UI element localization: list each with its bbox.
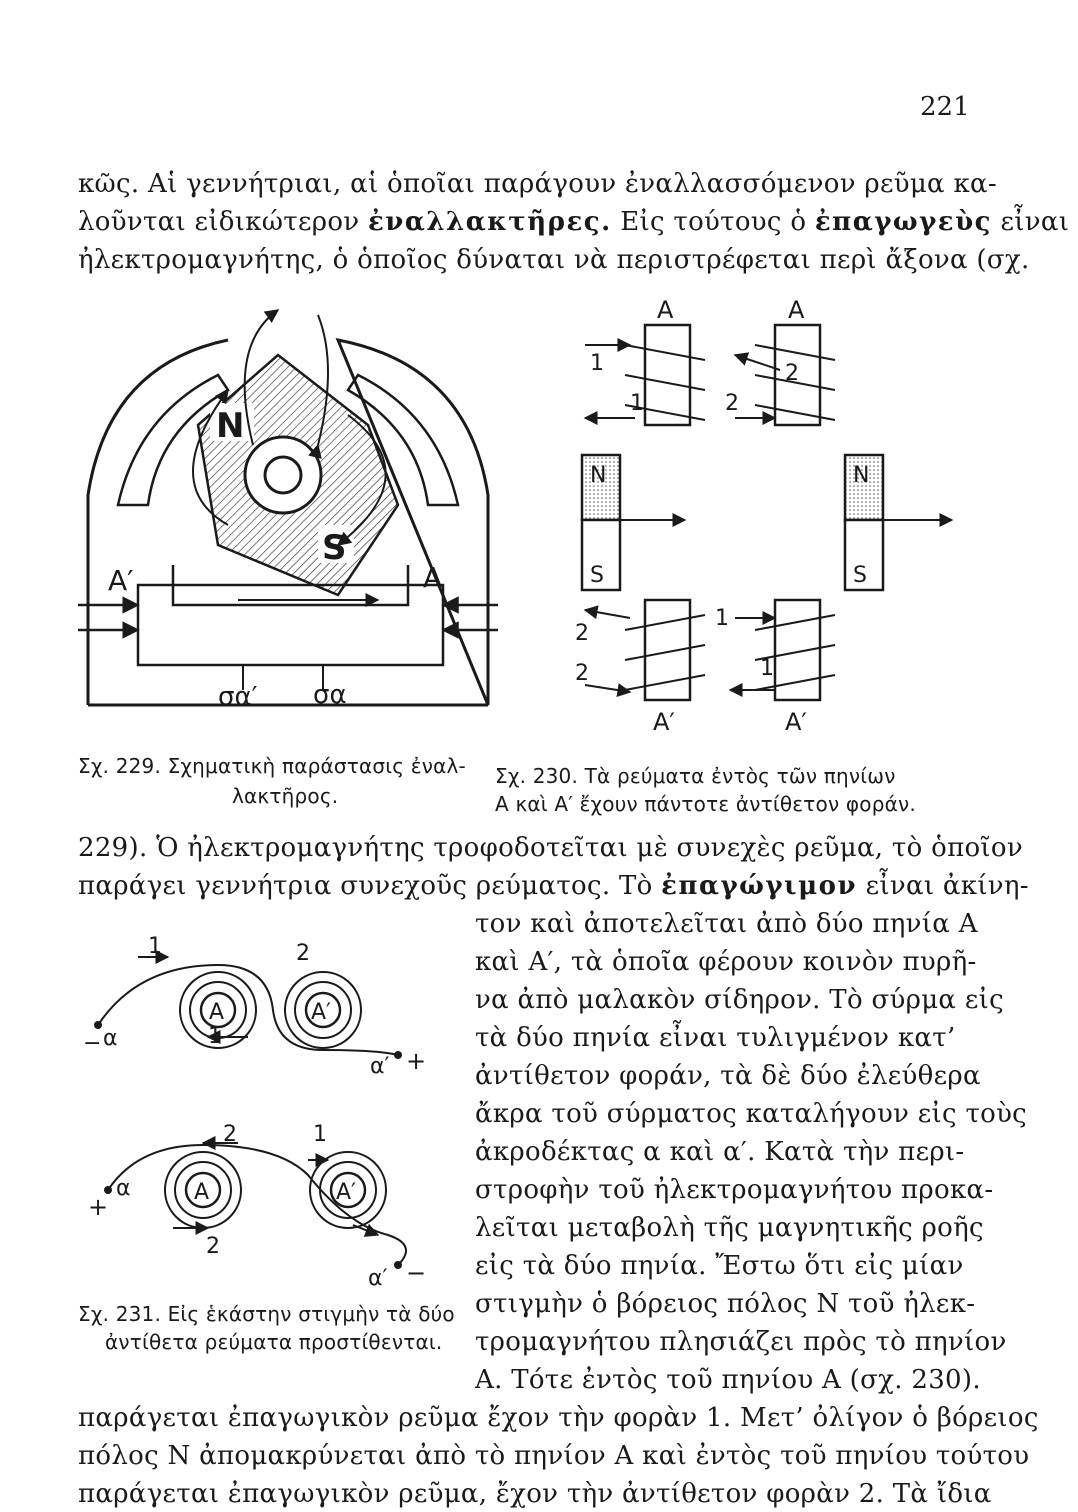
figure-230-caption: Σχ. 230. Τὰ ρεύματα ἐντὸς τῶν πηνίων: [495, 764, 896, 788]
current-2-label: 2: [575, 661, 589, 686]
text-line: καὶ A′, τὰ ὁποῖα φέρουν κοινὸν πυρῆ-: [475, 947, 977, 977]
current-1-label: 1: [715, 606, 729, 631]
coil-a-label: A: [788, 300, 805, 324]
term-alternators: ἐναλλακτῆρες.: [367, 207, 612, 237]
figure-231-caption: Σχ. 231. Εἰς ἑκάστην στιγμὴν τὰ δύο: [78, 1302, 455, 1326]
pole-n-label: N: [216, 406, 245, 446]
current-2-label: 2: [296, 941, 310, 966]
coil-a-prime-label: A′: [311, 1000, 332, 1025]
text-line: παράγεται ἐπαγωγικὸν ρεῦμα ἔχον τὴν φορὰν 1. Μετ’ ὀλίγον ὁ βόρειος: [78, 1403, 1039, 1433]
term-inductor: ἐπαγωγεὺς: [814, 207, 992, 237]
text-line: τον καὶ ἀποτελεῖται ἀπὸ δύο πηνία A: [475, 909, 978, 939]
north-pole-label: N: [590, 463, 607, 488]
text-line: 229). Ὁ ἠλεκτρομαγνήτης τροφοδοτεῖται μὲ συνεχὲς ρεῦμα, τὸ ὁποῖον: [78, 833, 1023, 863]
terminal-alpha-prime: α′: [368, 1266, 388, 1291]
current-1-label: 1: [208, 1024, 222, 1049]
figure-229-caption: Σχ. 229. Σχηματικὴ παράστασις ἐναλ-: [78, 754, 466, 778]
figure-229-drawing: [78, 305, 498, 715]
page-number: 221: [920, 92, 970, 122]
figure-229-alternator: [78, 305, 498, 715]
current-2-label: 2: [223, 1122, 237, 1147]
current-2-label: 2: [575, 621, 589, 646]
terminal-minus: −: [406, 1259, 427, 1287]
coil-a-prime-label: A′: [653, 708, 675, 736]
text-line: ἄκρα τοῦ σύρματος καταλήγουν εἰς τοὺς: [475, 1099, 1028, 1129]
terminal-alpha: α: [116, 1176, 131, 1201]
figure-229-caption: λακτῆρος.: [232, 784, 339, 808]
current-1-label: 1: [148, 935, 162, 959]
text-line: κῶς. Αἱ γεννήτριαι, αἱ ὁποῖαι παράγουν ἐναλλασσόμενον ρεῦμα κα-: [78, 169, 997, 199]
terminal-a-label: σα: [313, 680, 347, 710]
text-line: τὰ δύο πηνία εἶναι τυλιγμένον κατ’: [475, 1023, 956, 1053]
coil-a-label: A: [423, 561, 443, 594]
terminal-alpha-prime: α′: [370, 1054, 390, 1079]
north-pole-label: N: [853, 463, 870, 488]
terminal-alpha: α: [103, 1026, 118, 1051]
figure-231-caption: ἀντίθετα ρεύματα προστίθενται.: [105, 1330, 443, 1354]
south-pole-label: S: [853, 563, 867, 588]
terminal-plus: +: [88, 1193, 109, 1221]
current-2-label: 2: [206, 1234, 220, 1259]
coil-a-label: A: [209, 1000, 225, 1025]
coil-a-label: A: [194, 1180, 210, 1205]
figure-231-drawing: [78, 935, 458, 1300]
text-line: παράγεται ἐπαγωγικὸν ρεῦμα, ἔχον τὴν ἀντίθετον φορὰν 2. Τὰ ἴδια: [78, 1479, 992, 1509]
current-1-label: 1: [760, 656, 774, 681]
coil-a-prime-label: A′: [785, 708, 807, 736]
pole-s-label: S: [322, 528, 347, 568]
terminal-minus: −: [83, 1031, 102, 1056]
terminal-a-prime-label: σα′: [218, 682, 258, 712]
text-line: A. Τότε ἐντὸς τοῦ πηνίου A (σχ. 230).: [475, 1365, 981, 1395]
text-line: στροφὴν τοῦ ἠλεκτρομαγνήτου προκα-: [475, 1175, 994, 1205]
text-line: ἠλεκτρομαγνήτης, ὁ ὁποῖος δύναται νὰ περιστρέφεται περὶ ἄξονα (σχ.: [78, 245, 1030, 275]
figure-231-coil-waves: [78, 935, 458, 1300]
text-line: παράγει γεννήτρια συνεχοῦς ρεύματος. Τὸ ἐπαγώγιμον εἶναι ἀκίνη-: [78, 871, 1029, 901]
text-line: ἀκροδέκτας α καὶ α′. Κατὰ τὴν περι-: [475, 1137, 965, 1167]
terminal-plus: +: [406, 1047, 427, 1075]
current-2-label: 2: [725, 391, 739, 416]
text-line: ἀντίθετον φοράν, τὰ δὲ δύο ἐλεύθερα: [475, 1061, 981, 1091]
figure-230-drawing: [560, 300, 960, 750]
text-line: λοῦνται εἰδικώτερον ἐναλλακτῆρες. Εἰς τούτους ὁ ἐπαγωγεὺς εἶναι: [78, 207, 1070, 237]
text-line: τρομαγνήτου πλησιάζει πρὸς τὸ πηνίον: [475, 1327, 1007, 1357]
current-1-label: 1: [590, 351, 604, 376]
armature-coils: [138, 585, 443, 665]
coil-a-label: A: [657, 300, 674, 324]
text-line: πόλος N ἀπομακρύνεται ἀπὸ τὸ πηνίον A καὶ ἐντὸς τοῦ πηνίου τούτου: [78, 1441, 1030, 1471]
text-line: να ἀπὸ μαλακὸν σίδηρον. Τὸ σύρμα εἰς: [475, 985, 1004, 1015]
text-line: λεῖται μεταβολὴ τῆς μαγνητικῆς ροῆς: [475, 1213, 984, 1243]
figure-230-caption: A καὶ A′ ἔχουν πάντοτε ἀντίθετον φοράν.: [495, 792, 916, 816]
south-pole-label: S: [590, 563, 604, 588]
current-2-label: 2: [785, 361, 799, 386]
term-armature: ἐπαγώγιμον: [661, 871, 858, 901]
figure-230-coil-currents: [560, 300, 960, 750]
text-line: εἰς τὰ δύο πηνία. Ἔστω ὅτι εἰς μίαν: [475, 1251, 964, 1281]
coil-a-prime-label: A′: [108, 564, 134, 597]
current-1-label: 1: [313, 1122, 327, 1147]
coil-a-prime-label: A′: [336, 1180, 357, 1205]
text-line: στιγμὴν ὁ βόρειος πόλος N τοῦ ἠλεκ-: [475, 1289, 976, 1319]
current-1-label: 1: [630, 391, 644, 416]
